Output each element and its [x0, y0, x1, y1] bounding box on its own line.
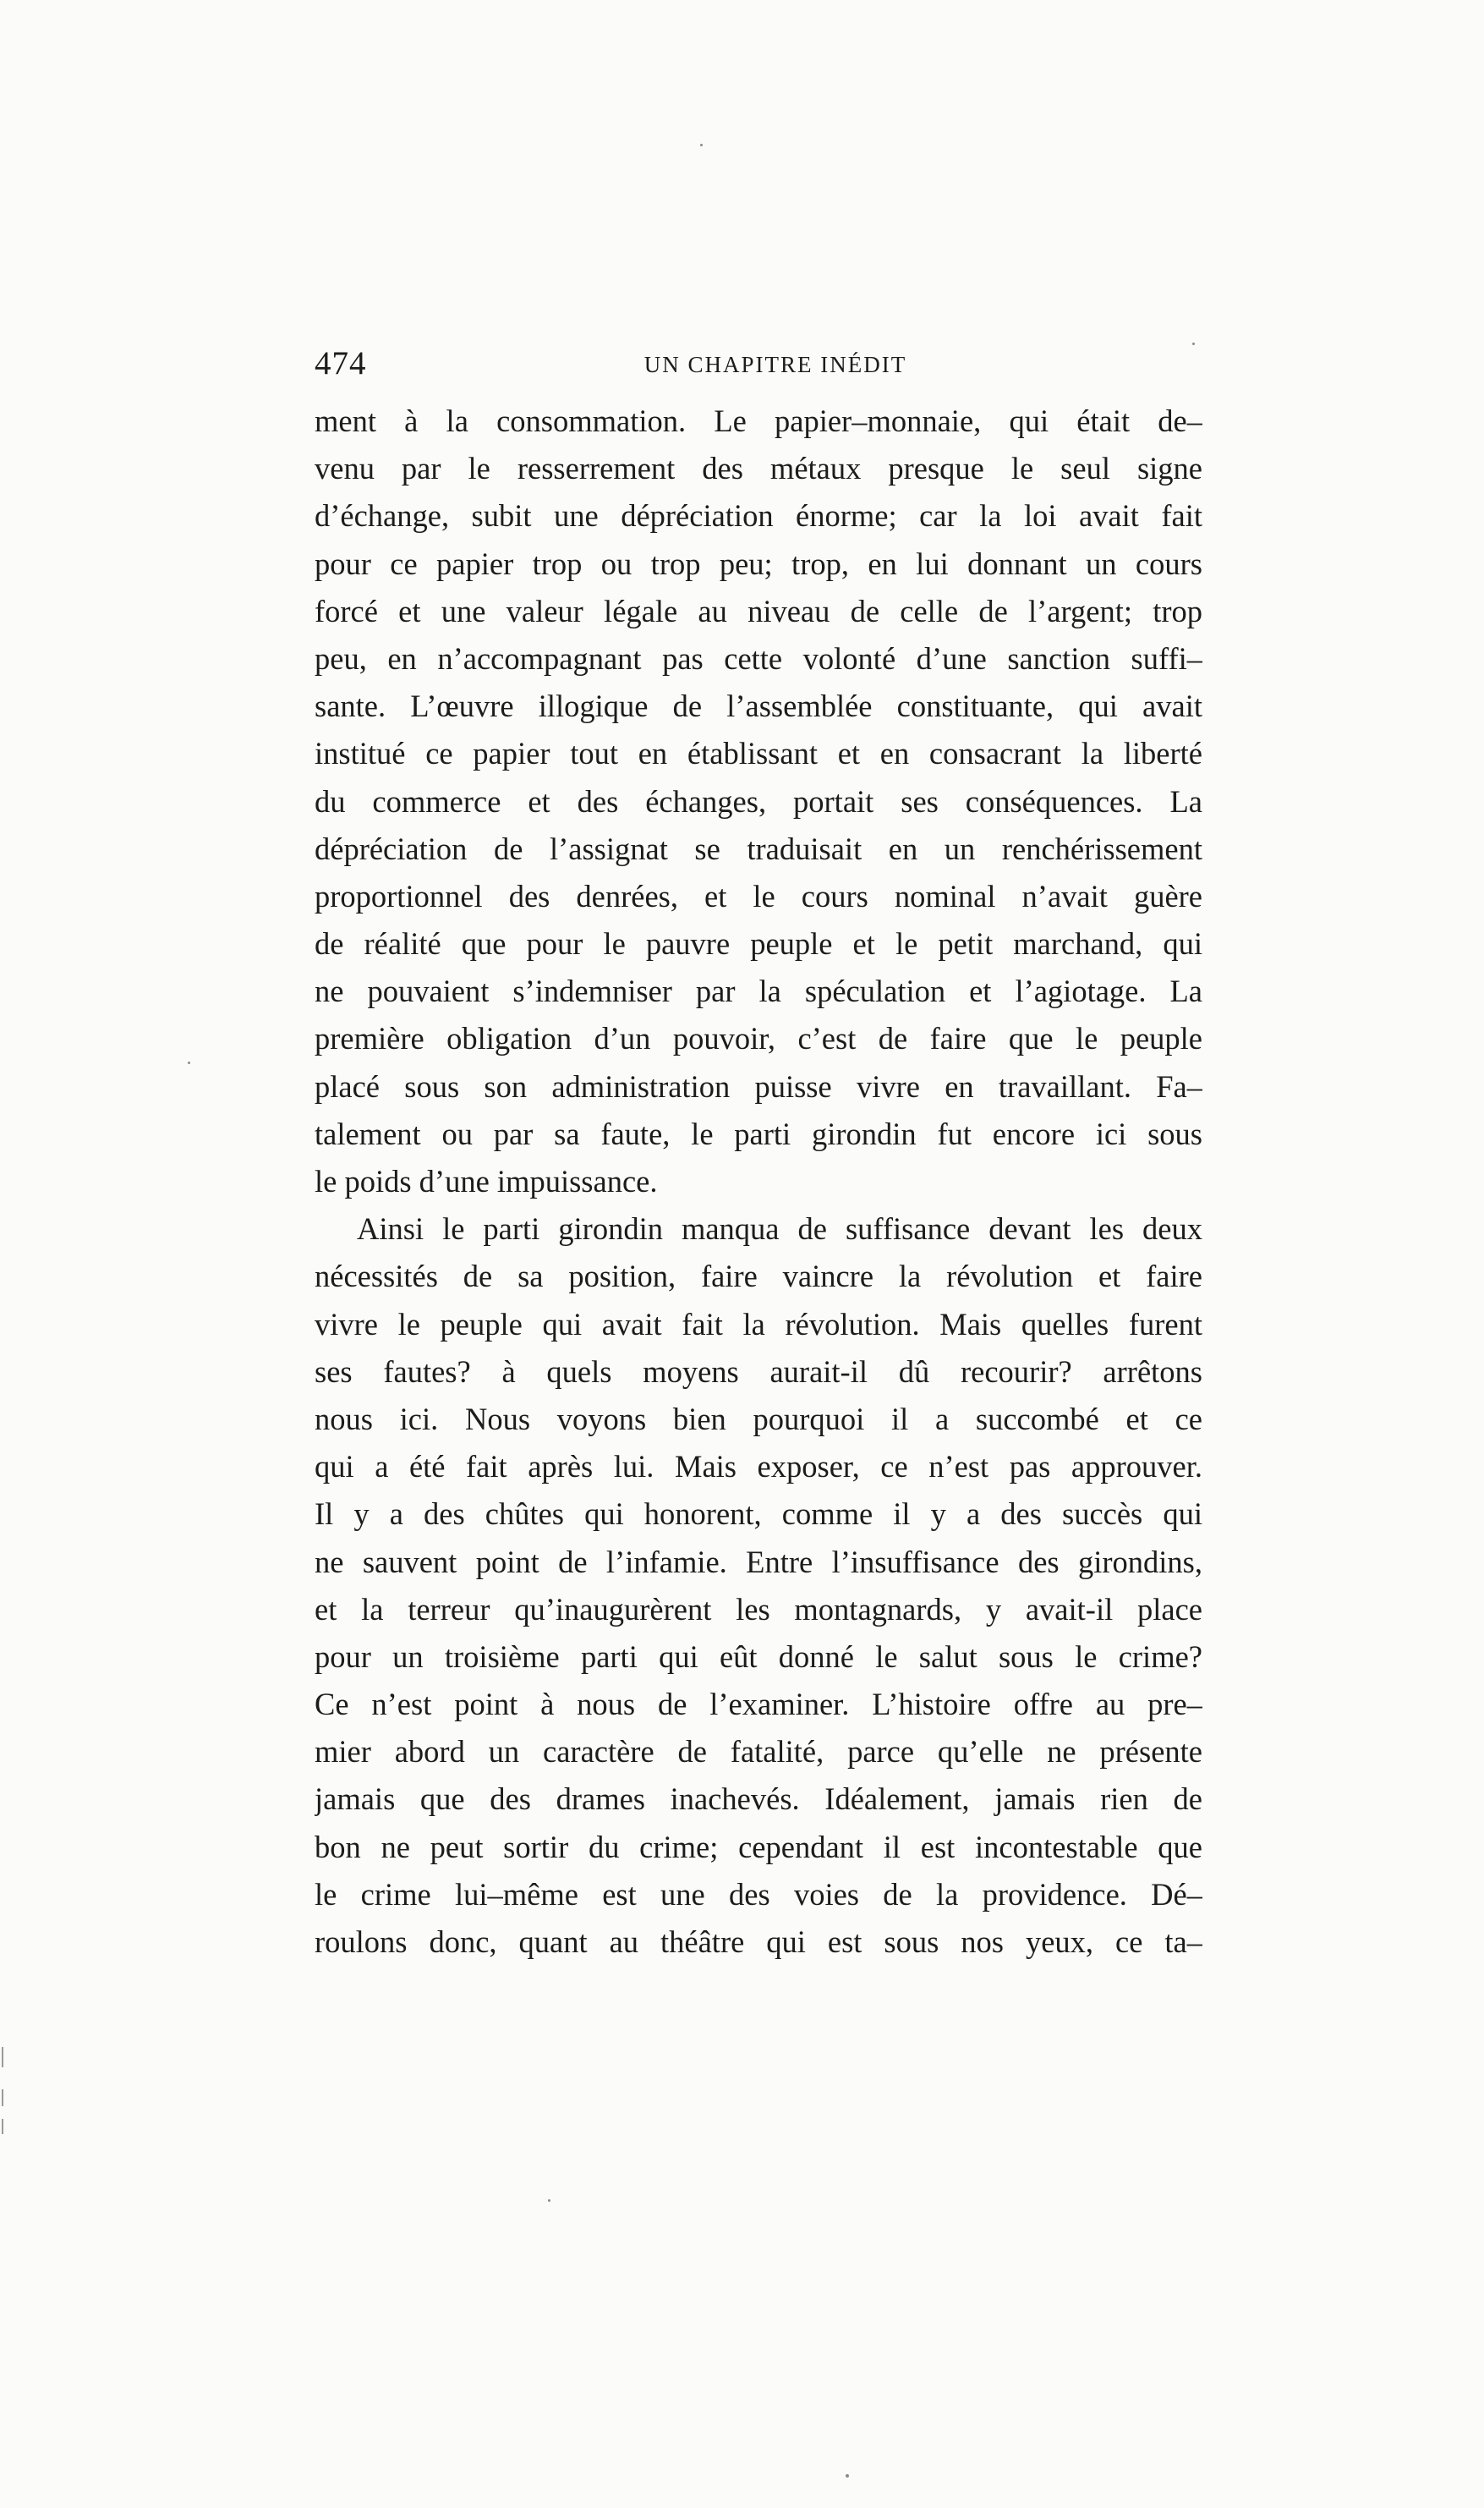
scan-margin-mark [2, 2089, 3, 2106]
text-line: forcé et une valeur légale au niveau de celle de l’argent; trop [315, 593, 1202, 628]
text-line: d’échange, subit une dépréciation énorme; car la loi avait fait [315, 498, 1202, 534]
text-line: ne sauvent point de l’infamie. Entre l’insuffisance des girondins, [315, 1544, 1202, 1579]
text-line: bon ne peut sortir du crime; cependant il est incontestable que [315, 1829, 1202, 1864]
text-line: placé sous son administration puisse vivre en travaillant. Fa– [315, 1068, 1202, 1104]
text-line: le poids d’une impuissance. [315, 1164, 658, 1199]
running-head [315, 343, 1202, 385]
text-line: talement ou par sa faute, le parti girondin fut encore ici sous [315, 1116, 1202, 1151]
scan-margin-mark [2, 2119, 3, 2134]
text-line: venu par le resserrement des métaux presque le seul signe [315, 451, 1202, 486]
scan-speck [1192, 343, 1195, 345]
text-line: roulons donc, quant au théâtre qui est sous nos yeux, ce ta– [315, 1924, 1202, 1959]
running-title: UN CHAPITRE INÉDIT [643, 352, 907, 377]
text-line: dépréciation de l’assignat se traduisait en un renchérissement [315, 831, 1202, 866]
scan-speck [188, 1062, 190, 1064]
text-line: vivre le peuple qui avait fait la révolution. Mais quelles furent [315, 1306, 1202, 1342]
text-line: peu, en n’accompagnant pas cette volonté d’une sanction suffi– [315, 640, 1202, 676]
scan-speck [548, 2199, 550, 2202]
text-line: ment à la consommation. Le papier–monnaie, qui était de– [315, 403, 1202, 438]
body-text [315, 398, 1202, 1966]
scan-speck [846, 2474, 849, 2478]
text-line: sante. L’œuvre illogique de l’assemblée constituante, qui avait [315, 689, 1202, 724]
text-line: Ainsi le parti girondin manqua de suffisance devant les deux [357, 1211, 1202, 1247]
text-line: nous ici. Nous voyons bien pourquoi il a succombé et ce [315, 1401, 1202, 1436]
text-line: du commerce et des échanges, portait ses conséquences. La [315, 783, 1202, 819]
text-line: pour un troisième parti qui eût donné le salut sous le crime? [315, 1638, 1202, 1674]
text-line: et la terreur qu’inaugurèrent les montagnards, y avait-il place [315, 1591, 1202, 1627]
text-line: mier abord un caractère de fatalité, parce qu’elle ne présente [315, 1734, 1202, 1770]
text-line: nécessités de sa position, faire vaincre la révolution et faire [315, 1259, 1202, 1294]
text-line: le crime lui–même est une des voies de la providence. Dé– [315, 1876, 1202, 1912]
text-line: pour ce papier trop ou trop peu; trop, en lui donnant un cours [315, 546, 1202, 581]
scan-speck [700, 144, 703, 146]
text-line: jamais que des drames inachevés. Idéalement, jamais rien de [315, 1781, 1202, 1817]
text-line: ne pouvaient s’indemniser par la spéculation et l’agiotage. La [315, 974, 1202, 1009]
scan-margin-mark [2, 2047, 3, 2067]
text-line: Ce n’est point à nous de l’examiner. L’histoire offre au pre– [315, 1687, 1202, 1722]
text-line: première obligation d’un pouvoir, c’est de faire que le peuple [315, 1021, 1202, 1056]
text-line: qui a été fait après lui. Mais exposer, ce n’est pas approuver. [315, 1449, 1202, 1484]
page-number: 474 [315, 345, 367, 381]
text-line: proportionnel des denrées, et le cours nominal n’avait guère [315, 878, 1202, 914]
text-line: de réalité que pour le pauvre peuple et le petit marchand, qui [315, 926, 1202, 962]
text-line: ses fautes? à quels moyens aurait-il dû recourir? arrêtons [315, 1353, 1202, 1389]
text-line: institué ce papier tout en établissant et en consacrant la liberté [315, 736, 1202, 771]
text-line: Il y a des chûtes qui honorent, comme il y a des succès qui [315, 1496, 1202, 1532]
